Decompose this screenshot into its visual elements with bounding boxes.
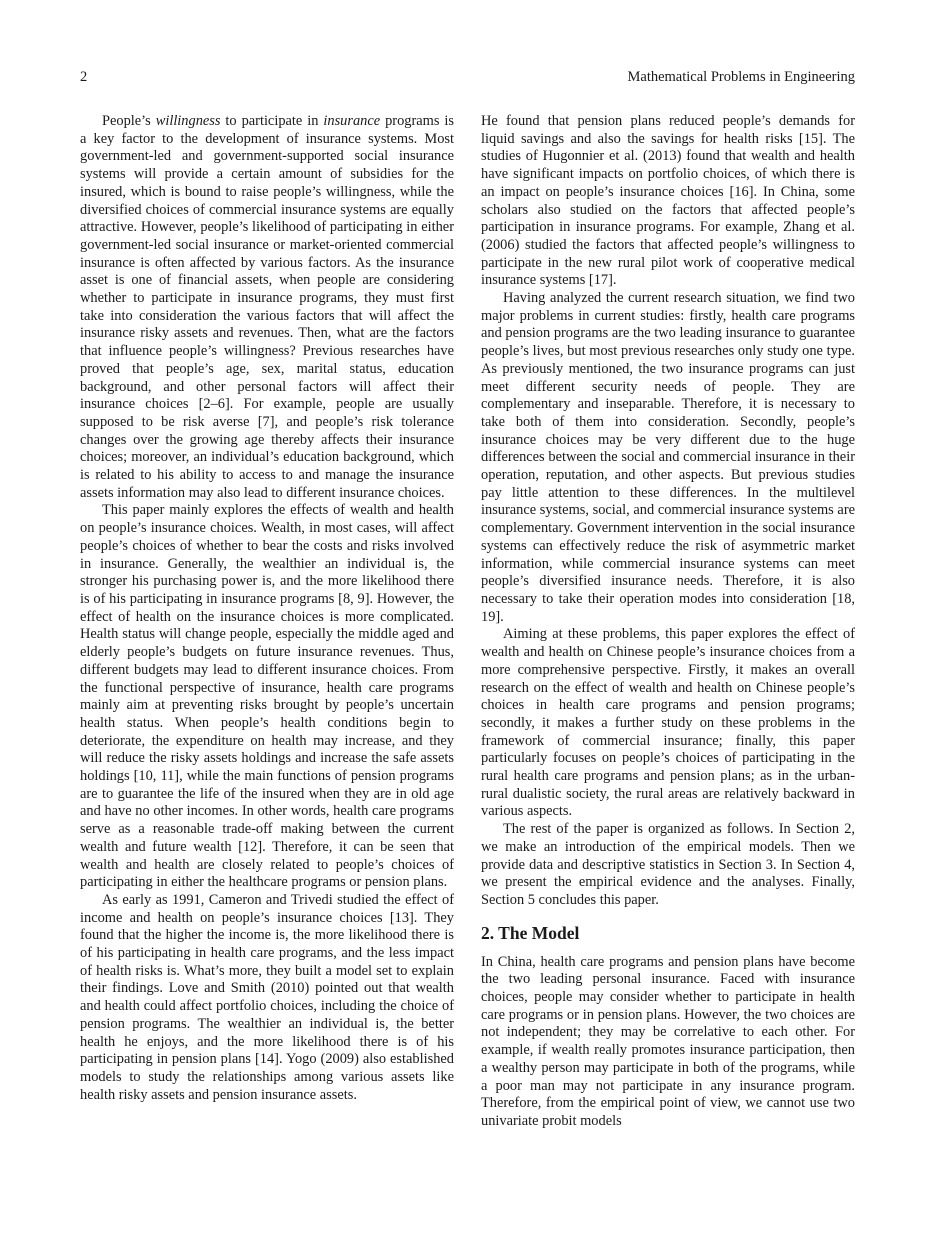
right-column — [481, 113, 855, 1131]
paragraph: He found that pension plans reduced people’s demands for liquid savings and also the savings for health risks [15]. The studies of Hugonnier et al. (2013) found that wealth and health have significant impacts on portfolio choices, of which there is an impact on people’s insurance choices [16]. In China, some scholars also studied on the factors that affected people’s participation in insurance programs. For example, Zhang et al. (2006) studied the factors that affected people’s willingness to participate in the new rural pilot work of cooperative medical insurance systems [17]. — [481, 113, 855, 289]
section-heading: 2. The Model — [481, 922, 580, 943]
paragraph: Having analyzed the current research situation, we find two major problems in current studies: firstly, health care programs and pension programs are the two leading insurance to guarantee people’s lives, but most previous researches only study one type. As previously mentioned, the two insurance programs can just meet different security needs of people. They are complementary and inseparable. Therefore, it is necessary to take both of them into consideration. Secondly, people’s insurance choices may be very different due to the huge differences between the social and commercial insurance in their operation, reputation, and other aspects. But previous studies pay little attention to these differences. In the multilevel insurance systems, social, and commercial insurance systems are complementary. Government intervention in the social insurance systems can effectively reduce the risk of asymmetric market information, while commercial insurance systems can meet people’s diversified insurance needs. Therefore, it is also necessary to take their operation modes into consideration [18, 19]. — [481, 290, 855, 625]
paragraph: In China, health care programs and pension plans have become the two leading personal insurance. Faced with insurance choices, people may consider whether to participate in health care programs or in pension plans. However, the two choices are not independent; they may be correlative to each other. For example, if wealth really promotes insurance participation, then a wealthy person may participate in both of the programs, while a poor man may not participate in any insurance program. Therefore, from the empirical point of view, we cannot use two univariate probit models — [481, 953, 855, 1129]
paragraph: This paper mainly explores the effects of wealth and health on people’s insurance choices. Wealth, in most cases, will affect people’s choices of whether to bear the costs and risks involved in insurance. Generally, the wealthier an individual is, the stronger his purchasing power is, and the more likelihood there is of his participating in insurance programs [8, 9]. However, the effect of health on the insurance choices is more complicated. Health status will change people, especially the middle aged and elderly people’s budgets on future insurance revenues. Thus, different budgets may lead to different insurance choices. From the functional perspective of insurance, health care programs mainly aim at preventing risks brought by people’s uncertain health status. When people’s health conditions begin to deteriorate, the expenditure on health may increase, and they will reduce the risky assets holdings and increase the safe assets holdings [10, 11], while the main functions of pension programs are to guarantee the life of the insured when they are in old age and have no other incomes. In other words, health care programs serve as a reasonable trade-off making between the current wealth and future wealth [12]. Therefore, it can be seen that wealth and health are closely related to people’s choices of participating in either the healthcare programs or pension plans. — [80, 502, 454, 891]
page-header — [80, 67, 855, 87]
journal-title: Mathematical Problems in Engineering — [627, 69, 855, 85]
left-column — [80, 113, 454, 1104]
paragraph: The rest of the paper is organized as follows. In Section 2, we make an introduction of the empirical models. Then we provide data and descriptive statistics in Section 3. In Section 4, we present the empirical evidence and the analyses. Finally, Section 5 concludes this paper. — [481, 821, 855, 908]
page-number: 2 — [80, 69, 88, 85]
paragraph: Aiming at these problems, this paper explores the effect of wealth and health on Chinese people’s insurance choices from a more comprehensive perspective. Firstly, it makes an overall research on the effect of wealth and health on Chinese people’s choices in health care programs and pension programs; secondly, it makes a further study on these problems in the framework of commercial insurance; finally, this paper particularly focuses on people’s choices of participating in the rural health care programs and pension plans; as in the urban-rural dualistic society, the rural areas are relatively backward in various aspects. — [481, 626, 855, 820]
paragraph: People’s willingness to participate in insurance programs is a key factor to the development of insurance systems. Most government-led and government-supported social insurance systems will provide a certain amount of subsidies for the insured, which is bound to raise people’s willingness, while the diversified choices of commercial insurance systems are equally attractive. However, people’s likelihood of participating in either government-led social insurance or market-oriented commercial insurance is often affected by various factors. As the insurance asset is one of financial assets, when people are considering whether to participate in insurance programs, they must first take into consideration the various factors that will affect the insurance risky assets and revenues. Then, what are the factors that influence people’s willingness? Previous researches have proved that people’s age, sex, marital status, education background, and other personal factors will affect their insurance choices [2–6]. For example, people are usually supposed to be risk averse [7], and people’s risk tolerance changes over the growing age thereby affects their insurance choices; moreover, an individual’s education background, which is related to his ability to access to and manage the insurance assets information may also lead to different insurance choices. — [80, 113, 454, 501]
paragraph: As early as 1991, Cameron and Trivedi studied the effect of income and health on people’s insurance choices [13]. They found that the higher the income is, the more likelihood there is of his participating in health care programs, and the less impact of health risks is. What’s more, they built a model set to explain their findings. Love and Smith (2010) pointed out that wealth and health could affect portfolio choices, including the choice of pension programs. The wealthier an individual is, the better health he enjoys, and the more likelihood there is of his participating in pension plans [14]. Yogo (2009) also established models to study the relationships among various assets like health risky assets and pension insurance assets. — [80, 891, 454, 1103]
